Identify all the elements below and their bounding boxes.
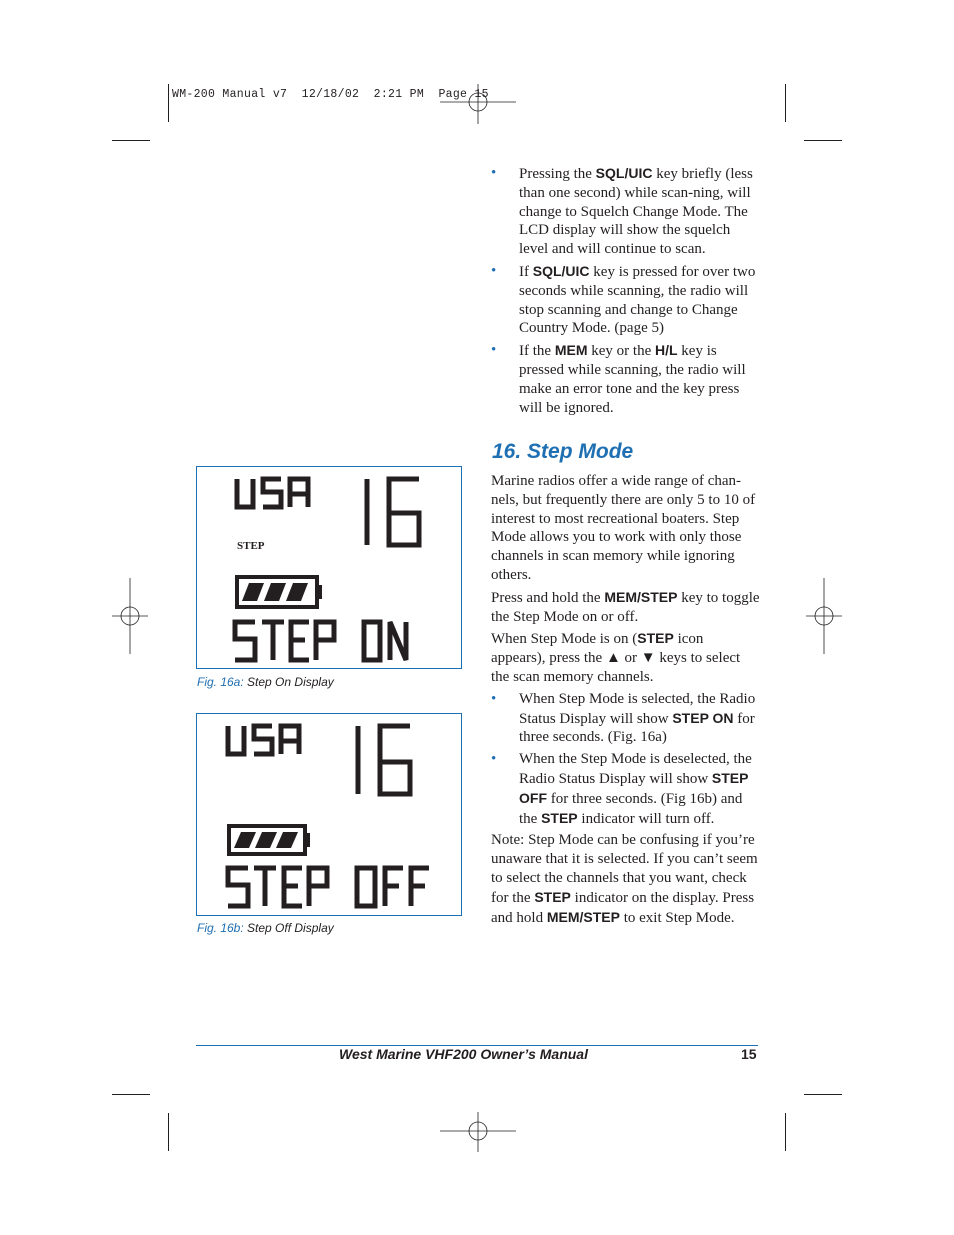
battery-icon bbox=[237, 577, 322, 607]
bullet-dot: • bbox=[491, 262, 497, 279]
toggle-paragraph: Press and hold the MEM/STEP key to toggle the Step Mode on or off. bbox=[491, 588, 760, 625]
bullet-step-on: • When Step Mode is selected, the Radio Status Display will show STEP ON for three seconds. (Fig. 16a) bbox=[491, 690, 756, 746]
step-mode-body bbox=[491, 472, 761, 927]
bullet-step-off: • When the Step Mode is deselected, the Radio Status Display will show STEP OFF for three seconds. (Fig 16b) and the STEP indicator will turn off. bbox=[491, 751, 752, 827]
registration-mark-right bbox=[806, 578, 842, 654]
lcd-display-step-off bbox=[196, 713, 462, 916]
bullet-sql-brief: • Pressing the SQL/UIC key briefly (less than one second) while scan-ning, will change to Squelch Change Mode. The LCD display will show the squelch level and will continue to scan. bbox=[491, 165, 753, 258]
registration-mark-left bbox=[112, 578, 148, 654]
bullet-dot: • bbox=[491, 690, 497, 707]
lcd-segments bbox=[197, 714, 461, 915]
registration-mark-top bbox=[440, 84, 516, 124]
intro-paragraph: Marine radios offer a wide range of chan-nels, but frequently there are only 5 to 10 of interest to most recreational boaters. Step Mode allows you to work with only those channels in scan memory while ignoring others. bbox=[491, 473, 756, 583]
step-indicator: STEP bbox=[237, 540, 265, 552]
print-slug: WM-200 Manual v7 12/18/02 2:21 PM Page 15 bbox=[172, 88, 489, 101]
bullet-dot: • bbox=[491, 342, 497, 359]
bullet-mem-hl: • If the MEM key or the H/L key is pressed while scanning, the radio will make an error tone and the key press will be ignored. bbox=[491, 342, 746, 416]
scan-bullets bbox=[491, 164, 761, 417]
lcd-display-step-on bbox=[196, 466, 462, 669]
bullet-dot: • bbox=[491, 751, 497, 768]
select-paragraph: When Step Mode is on (STEP icon appears), press the ▲ or ▼ keys to select the scan memory channels. bbox=[491, 630, 741, 685]
footer-title: West Marine VHF200 Owner’s Manual bbox=[339, 1046, 588, 1062]
registration-mark-bottom bbox=[440, 1112, 516, 1152]
battery-icon bbox=[229, 826, 310, 854]
bullet-dot: • bbox=[491, 165, 497, 181]
section-title: 16. Step Mode bbox=[492, 440, 634, 463]
caption-16a: Fig. 16a: Step On Display bbox=[197, 675, 334, 689]
lcd-segments bbox=[197, 467, 461, 668]
bullet-sql-long: • If SQL/UIC key is pressed for over two seconds while scanning, the radio will stop scanning and change to Change Country Mode. (page 5) bbox=[491, 262, 756, 337]
page-number: 15 bbox=[741, 1046, 757, 1062]
note-paragraph: Note: Step Mode can be confusing if you’re unaware that it is selected. If you can’t seem to select the channels that you want, check for the STEP indicator on the display. Press and hold MEM/STEP to exit Step Mode. bbox=[491, 832, 758, 926]
caption-16b: Fig. 16b: Step Off Display bbox=[197, 921, 334, 935]
